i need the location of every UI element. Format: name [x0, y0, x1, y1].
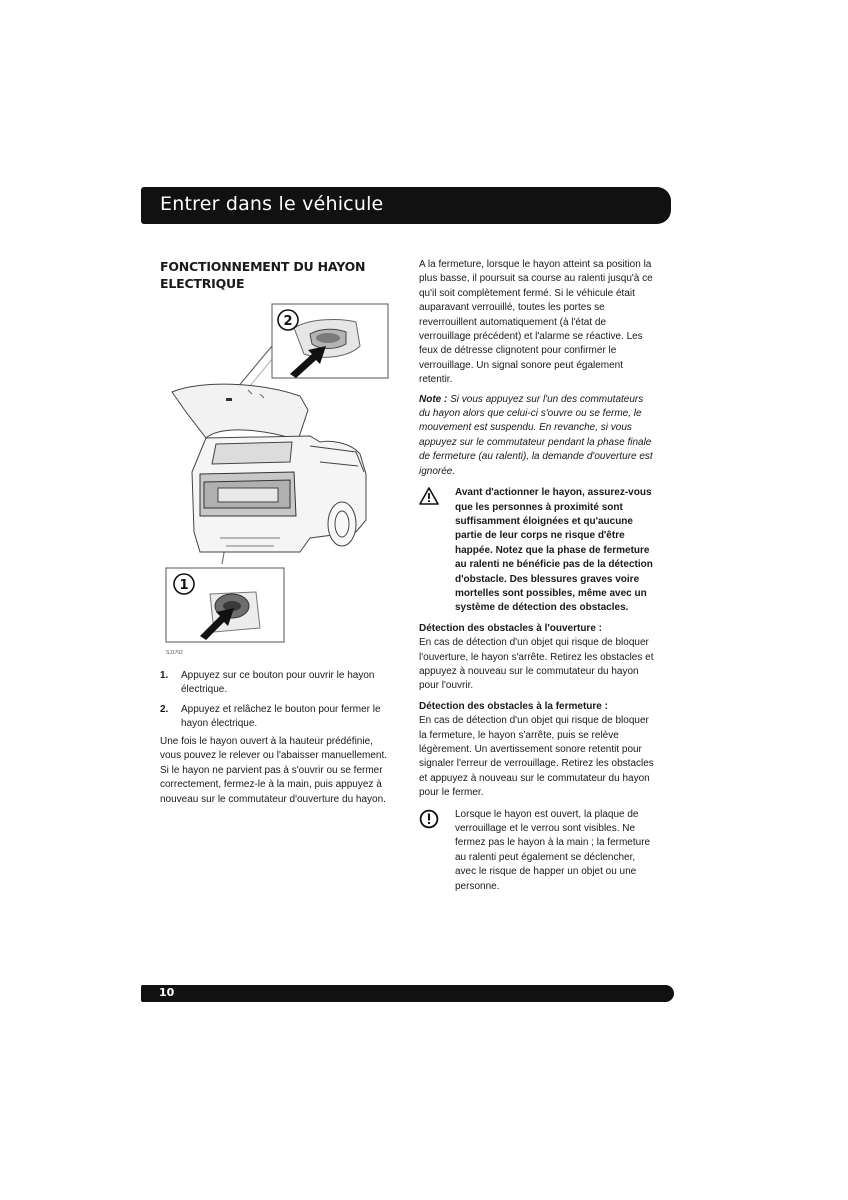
left-column — [160, 258, 396, 805]
heading-power-tailgate: FONCTIONNEMENT DU HAYON ELECTRIQUE — [160, 259, 366, 291]
closing-paragraph: A la fermeture, lorsque le hayon atteint sa position la plus basse, il poursuit sa course au ralenti jusqu'à ce qu'il soit complètement fermé. Si le véhicule était auparavant verrouillé, toutes les portes se reverrouillent automatiquement (à l'état de verrouillage précédent) et l'alarme se réactive. Les feux de détresse clignotent pour confirmer le verrouillage. Un signal sonore peut également retentir. — [419, 259, 653, 386]
warning-block — [419, 486, 656, 616]
steps-list — [160, 669, 396, 737]
note-paragraph — [419, 393, 656, 479]
callout-label-1: 1 — [179, 578, 189, 593]
caution-exclamation-icon — [419, 808, 455, 894]
footer-bar — [141, 985, 674, 1002]
obstacle-closing-heading: Détection des obstacles à la fermeture : — [419, 700, 608, 712]
right-column — [419, 258, 656, 894]
obstacle-opening-text: En cas de détection d'un objet qui risque de bloquer l'ouverture, le hayon s'arrête. Retirez les obstacles et appuyez à nouveau sur le commutateur du hayon pour l'ouvrir. — [419, 637, 654, 692]
warning-text: Avant d'actionner le hayon, assurez-vous que les personnes à proximité sont suffisamment éloignées et qu'aucune partie de leur corps ne risque d'être happée. Notez que la phase de fermeture au ralenti ne bénéficie pas de la détection d'obstacle. Des blessures graves voire mortelles sont possibles, même avec un système de détection des obstacles. — [455, 487, 653, 614]
obstacle-closing-text: En cas de détection d'un objet qui risque de bloquer la fermeture, le hayon s'arrête, puis se relève légèrement. Un avertissement sonore retentit pour signaler l'erreur de verrouillage. Retirez les obstacles et appuyez à nouveau sur le commutateur du hayon pour le fermer. — [419, 715, 654, 799]
section-title: Entrer dans le véhicule — [160, 193, 384, 215]
warning-triangle-icon — [419, 486, 455, 616]
vehicle-drawing — [172, 384, 366, 552]
caution-block — [419, 808, 656, 894]
obstacle-opening-heading: Détection des obstacles à l'ouverture : — [419, 622, 602, 634]
figure-code: SJ1702 — [166, 650, 183, 656]
step-text: Appuyez sur ce bouton pour ouvrir le hayon électrique. — [181, 670, 375, 696]
callout-label-2: 2 — [283, 314, 293, 329]
step-number: 2. — [160, 703, 169, 715]
step-number: 1. — [160, 670, 169, 681]
step-text: Appuyez et relâchez le bouton pour fermer le hayon électrique. — [181, 703, 381, 730]
section-header-bar — [141, 187, 671, 224]
page-number: 10 — [159, 986, 175, 999]
note-label: Note : — [419, 393, 448, 405]
tailgate-illustration — [160, 302, 396, 658]
caution-text: Lorsque le hayon est ouvert, la plaque de verrouillage et le verrou sont visibles. Ne fermez pas le hayon à la main ; la fermeture au ralenti peut également se déclencher, avec le risque de happer un objet ou une personne. — [455, 808, 651, 892]
list-item — [160, 703, 396, 732]
switch-detail-box-bottom — [166, 568, 284, 642]
note-body: Si vous appuyez sur l'un des commutateurs du hayon alors que celui-ci s'ouvre ou se ferme, le mouvement est suspendu. En revanche, si vous appuyez sur le commutateur pendant la phase finale de fermeture (au ralenti), la demande d'ouverture est ignorée. — [419, 393, 653, 477]
list-item — [160, 669, 396, 698]
manual-operation-paragraph: Une fois le hayon ouvert à la hauteur prédéfinie, vous pouvez le relever ou l'abaisser manuellement. Si le hayon ne parvient pas à s'ouvrir ou se fermer correctement, fermez-le à la main, puis appuyez à nouveau sur le commutateur d'ouverture du hayon. — [160, 736, 388, 805]
switch-detail-box-top — [272, 304, 388, 378]
